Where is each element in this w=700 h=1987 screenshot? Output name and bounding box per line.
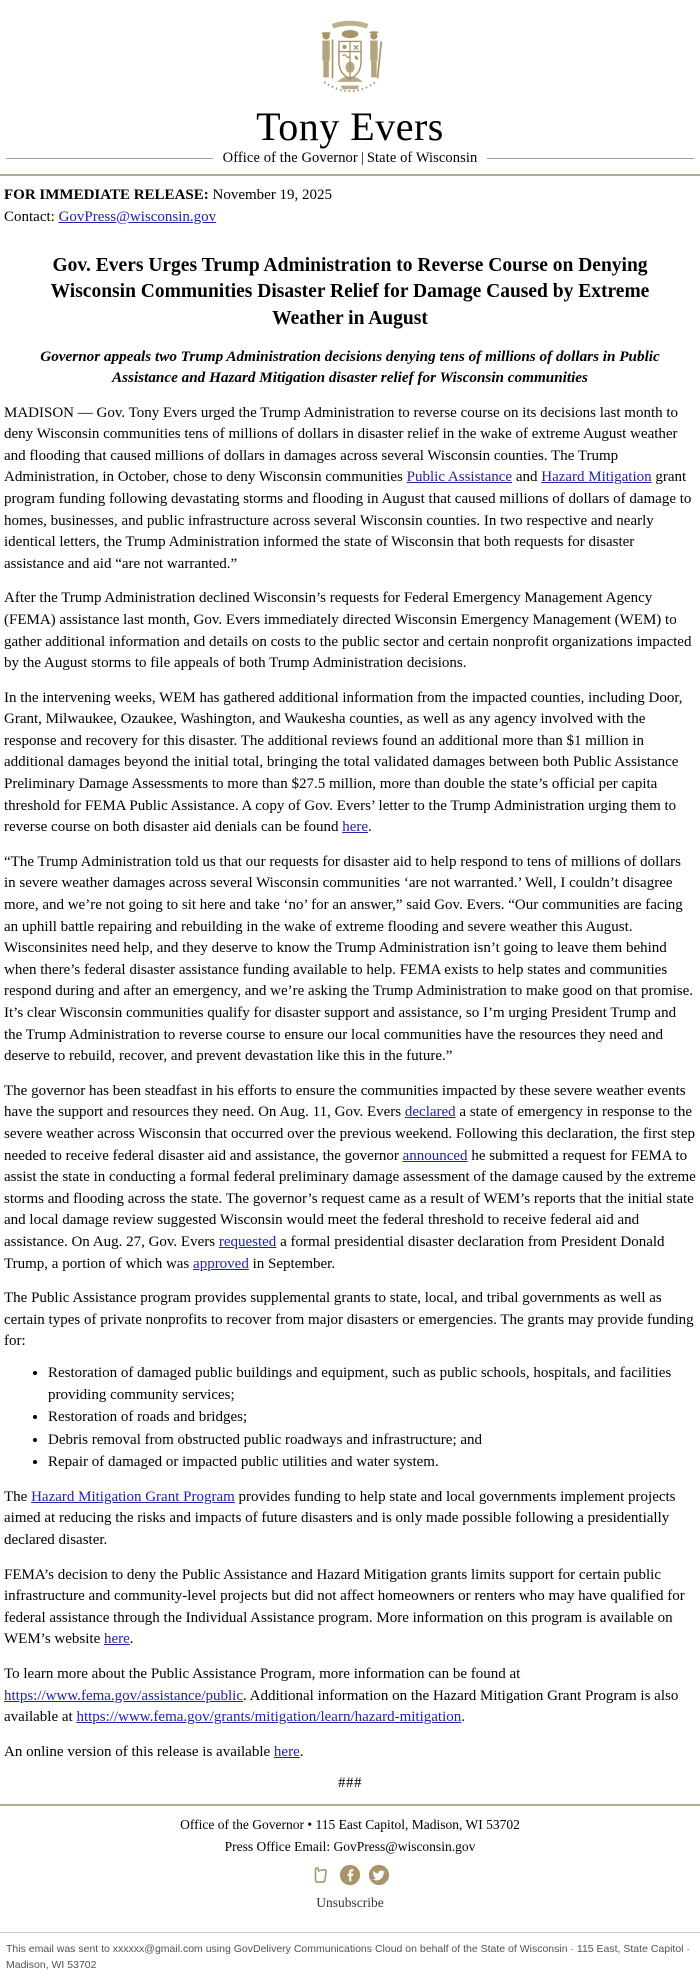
release-meta xyxy=(0,176,700,229)
list-item: • Debris removal from obstructed public roadways and infrastructure; and xyxy=(48,1430,696,1452)
social-links xyxy=(0,1864,700,1886)
rule-right xyxy=(487,158,694,159)
p9-text-b: . Additional information on the Hazard Mitigation Grant Program is also available at xyxy=(4,1687,679,1726)
paragraph-3 xyxy=(4,688,696,839)
paragraph-4-quote: “The Trump Administration told us that our requests for disaster aid to help respond to tens of millions of dollars in severe weather damages across several Wisconsin communities ‘are not warranted.’ Well, I couldn’t disagree more, and we’re not going to sit here and take ‘no’ for an answer,” said Gov. Evers. “Our communities are facing an uphill battle repairing and rebuilding in the wake of extreme flooding and severe weather this August. Wisconsinites need help, and they deserve to know the Trump Administration isn’t going to leave them behind when there’s federal disaster assistance funding available to help. FEMA exists to help states and communities respond during and after an emergency, and we’re asking the Trump Administration to make good on that promise. It’s clear Wisconsin communities qualify for disaster support and assistance, so I’m urging President Trump and the Trump Administration to reverse course to ensure our local communities have the resources they need and deserve to rebuild, recover, and prevent devastation like this in the future.” xyxy=(4,853,694,1065)
wisconsin-outline-icon[interactable] xyxy=(310,1864,332,1886)
email-disclaimer: This email was sent to xxxxxx@gmail.com using GovDelivery Communications Cloud on behalf of the State of Wisconsin · 115 East, State Capitol · Madison, WI 53702 xyxy=(6,1942,690,1971)
fema-hazard-mitigation-url-link[interactable]: https://www.fema.gov/grants/mitigation/learn/hazard-mitigation xyxy=(76,1709,462,1726)
list-item: • Repair of damaged or impacted public utilities and water system. xyxy=(48,1452,696,1474)
hazard-mitigation-grant-program-link[interactable]: Hazard Mitigation Grant Program xyxy=(31,1488,235,1505)
p3-text-a: In the intervening weeks, WEM has gathered additional information from the impacted counties, including Door, Grant, Milwaukee, Ozaukee, Washington, and Waukesha counties, as well as any agency involved with the response and recovery for this disaster. The additional reviews found an additional more than $1 million in additional damages beyond the initial total, bringing the total validated damages between both Public Assistance Preliminary Damage Assessments to more than $27.5 million, more than double the state’s official per capita threshold for FEMA Public Assistance. A copy of Gov. Evers’ letter to the Trump Administration urging them to reverse course on both disaster aid denials can be found xyxy=(4,689,683,836)
declared-link[interactable]: declared xyxy=(404,1104,456,1121)
immediate-release-label: FOR IMMEDIATE RELEASE: xyxy=(4,187,209,203)
p5-text-b: a state of emergency in response to the severe weather across Wisconsin that occurred over the previous weekend. Following this declaration, the first step needed to receive federal disaster aid and assistance, the governor xyxy=(4,1104,695,1164)
paragraph-10 xyxy=(4,1742,696,1764)
masthead xyxy=(0,0,700,176)
rule-left xyxy=(6,158,213,159)
p1-text-a: MADISON — Gov. Tony Evers urged the Trump Administration to reverse course on its decisions last month to deny Wisconsin communities tens of millions of dollars in disaster relief in the wake of extreme August weather and flooding that caused millions of dollars in damages across several Wisconsin counties. The Trump Administration, in October, chose to deny Wisconsin communities xyxy=(4,404,679,486)
public-assistance-funding-list xyxy=(4,1363,696,1474)
announced-link[interactable]: announced xyxy=(402,1147,468,1164)
approved-link[interactable]: approved xyxy=(193,1255,249,1272)
p1-text-c: grant program funding following devastating storms and flooding in August that caused millions of dollars of damage to homes, businesses, and public infrastructure across several Wisconsin counties. In two respective and nearly identical letters, the Trump Administration informed the state of Wisconsin that both requests for disaster assistance and aid “are not warranted.” xyxy=(4,469,692,572)
p5-text-c: he submitted a request for FEMA to assist the state in conducting a formal federal preliminary damage assessment of the damage caused by the extreme storms and flooding across the state. The governor’s request came as a result of WEM’s reports that the initial state and local damage review suggested Wisconsin would meet the federal threshold to receive federal aid and assistance. On Aug. 27, Gov. Evers xyxy=(4,1147,696,1250)
p8-text-b: . xyxy=(129,1631,134,1648)
office-left: Office of the Governor xyxy=(222,150,358,166)
p5-text-d: a formal presidential disaster declaration from President Donald Trump, a portion of which was xyxy=(4,1233,665,1272)
office-line xyxy=(223,150,478,167)
release-date-line xyxy=(4,185,696,207)
unsubscribe-link[interactable]: Unsubscribe xyxy=(316,1895,384,1911)
online-version-here-link[interactable]: here xyxy=(273,1743,300,1760)
office-rule-row xyxy=(0,150,700,167)
letter-here-link[interactable]: here xyxy=(342,819,369,836)
p9-text-c: . xyxy=(461,1709,465,1726)
p9-text-a: To learn more about the Public Assistance Program, more information can be found at xyxy=(4,1666,521,1683)
paragraph-2: After the Trump Administration declined Wisconsin’s requests for Federal Emergency Management Agency (FEMA) assistance last month, Gov. Evers immediately directed Wisconsin Emergency Management (WEM) to gather additional information and details on costs to the public sector and certain nonprofit organizations impacted by the August storms to file appeals of both Trump Administration decisions. xyxy=(4,590,692,672)
paragraph-1 xyxy=(4,403,696,576)
wem-website-here-link[interactable]: here xyxy=(103,1631,130,1648)
requested-link[interactable]: requested xyxy=(218,1233,277,1250)
footer xyxy=(0,1806,700,1924)
wisconsin-state-seal-icon xyxy=(304,12,396,104)
governor-name: Tony Evers xyxy=(256,104,444,149)
office-right: State of Wisconsin xyxy=(366,150,478,166)
footer-press-email: Press Office Email: GovPress@wisconsin.gov xyxy=(224,1838,476,1854)
p5-text-a: The governor has been steadfast in his efforts to ensure the communities impacted by these severe weather events have the support and resources they need. On Aug. 11, Gov. Evers xyxy=(4,1082,686,1121)
headline: Gov. Evers Urges Trump Administration to Reverse Course on Denying Wisconsin Communities Disaster Relief for Damage Caused by Extreme Weather in August xyxy=(50,254,650,330)
public-assistance-link[interactable]: Public Assistance xyxy=(406,469,513,486)
end-of-release-mark: ### xyxy=(338,1775,362,1792)
p7-text-b: provides funding to help state and local governments implement projects aimed at reducing the risks and impacts of future disasters and is only made possible following a presidentially declared disaster. xyxy=(4,1488,676,1549)
release-date: November 19, 2025 xyxy=(212,187,333,203)
list-item: • Restoration of roads and bridges; xyxy=(48,1407,696,1429)
p10-text-b: . xyxy=(299,1743,304,1760)
contact-label: Contact: xyxy=(4,208,55,225)
unsubscribe-link-wrap xyxy=(0,1892,700,1924)
p5-text-e: in September. xyxy=(248,1255,336,1272)
contact-line xyxy=(4,207,696,229)
subheadline: Governor appeals two Trump Administration decisions denying tens of millions of dollars in Public Assistance and Hazard Mitigation disaster relief for Wisconsin communities xyxy=(40,348,660,386)
p3-text-b: . xyxy=(368,819,372,836)
office-separator: | xyxy=(360,150,364,166)
paragraph-6: The Public Assistance program provides supplemental grants to state, local, and tribal governments as well as certain types of private nonprofits to recover from major disasters or emergencies. The grants may provide funding for: xyxy=(4,1290,694,1350)
release-body xyxy=(0,403,700,1795)
footer-address: Office of the Governor • 115 East Capitol, Madison, WI 53702 xyxy=(180,1817,520,1832)
list-item: • Restoration of damaged public buildings and equipment, such as public schools, hospitals, and facilities providing community services; xyxy=(48,1363,696,1406)
p10-text-a: An online version of this release is available xyxy=(4,1743,274,1760)
hazard-mitigation-link[interactable]: Hazard Mitigation xyxy=(541,469,652,486)
paragraph-8 xyxy=(4,1565,696,1651)
p7-text-a: The xyxy=(4,1488,32,1505)
p1-text-b: and xyxy=(512,469,542,486)
fema-public-assistance-url-link[interactable]: https://www.fema.gov/assistance/public xyxy=(4,1687,243,1704)
facebook-icon[interactable] xyxy=(339,1864,361,1886)
paragraph-5 xyxy=(4,1081,696,1275)
twitter-icon[interactable] xyxy=(368,1864,390,1886)
paragraph-7 xyxy=(4,1487,696,1552)
p8-text-a: FEMA’s decision to deny the Public Assistance and Hazard Mitigation grants limits support for certain public infrastructure and community-level projects but did not affect homeowners or renters who may have qualified for federal assistance through the Individual Assistance program. More information on this program is available on WEM’s website xyxy=(4,1566,685,1648)
paragraph-9 xyxy=(4,1664,696,1729)
contact-email-link[interactable]: GovPress@wisconsin.gov xyxy=(58,208,217,225)
